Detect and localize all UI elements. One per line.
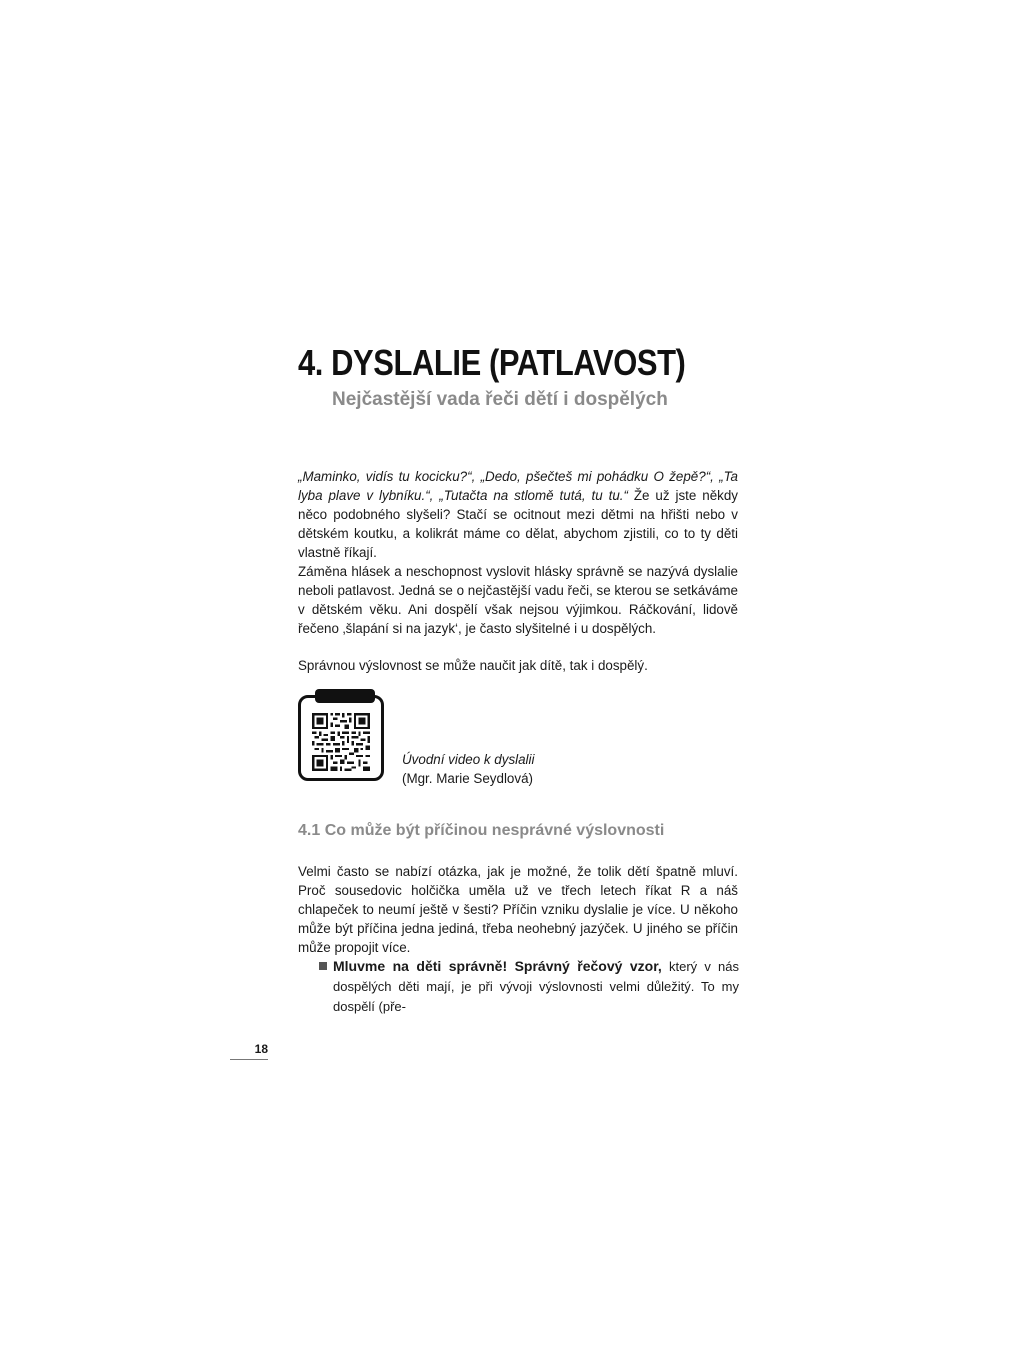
- definition-paragraph: Záměna hlásek a neschopnost vyslovit hlásky správně se nazývá dyslalie neboli patlavost. Jedná se o nejčastější vadu řeči, se kterou se setkáváme v dětském věku. Ani dospělí však nejsou výjimkou. Ráčkování, lidově řečeno ‚šlapání si na jazyk‘, je často slyšitelné i u dospělých.: [298, 564, 738, 636]
- chapter-title: 4. DYSLALIE (PATLAVOST): [298, 342, 686, 383]
- intro-paragraph-text: Že už jste někdy něco podobného slyšeli? Stačí se ocitnout mezi dětmi na hřišti nebo v dětském koutku, a kolikrát máme co dělat, abychom zjistili, co to ty děti vlastně říkají.: [298, 488, 738, 560]
- qr-code-icon: [312, 713, 370, 771]
- learning-paragraph: Správnou výslovnost se může naučit jak dítě, tak i dospělý.: [298, 658, 648, 673]
- qr-caption-author: (Mgr. Marie Seydlová): [402, 771, 533, 786]
- list-item-text: [319, 956, 739, 1017]
- list-item: [319, 956, 739, 1017]
- qr-caption: [402, 750, 534, 788]
- section-heading: 4.1 Co může být příčinou nesprávné výslovnosti: [298, 822, 665, 839]
- page-number: 18: [254, 1042, 268, 1056]
- child-speech-quotes: „Maminko, vidís tu kocicku?“, „Dedo, pšečteš mi pohádku O žepě?“, „Ta lyba plave v lybníku.“, „Tutačta na stlomě tutá, tu tu.“: [298, 469, 738, 503]
- qr-frame-tab: [315, 689, 375, 703]
- chapter-subtitle: Nejčastější vada řeči dětí i dospělých: [332, 389, 668, 410]
- intro-paragraph: [298, 467, 738, 562]
- list-item-bold-text: Mluvme na děti správně! Správný řečový vzor,: [333, 958, 662, 974]
- page-number-divider: [230, 1059, 268, 1060]
- causes-paragraph: Velmi často se nabízí otázka, jak je možné, že tolik dětí špatně mluví. Proč sousedovic holčička uměla už ve třech letech říkat R a náš chlapeček to neumí ještě v šesti? Příčin vzniku dyslalie je více. U někoho může být příčina jedna jediná, třeba neohebný jazýček. U jiného se příčin může propojit více.: [298, 864, 738, 955]
- qr-caption-title[interactable]: Úvodní video k dyslalii: [402, 752, 535, 767]
- bullet-square-icon: [319, 962, 327, 970]
- list-item-rest-text: který v nás dospělých děti mají, je při vývoji výslovnosti velmi důležitý. To my dospělí (pře-: [333, 959, 740, 1014]
- qr-code-frame[interactable]: [298, 695, 384, 781]
